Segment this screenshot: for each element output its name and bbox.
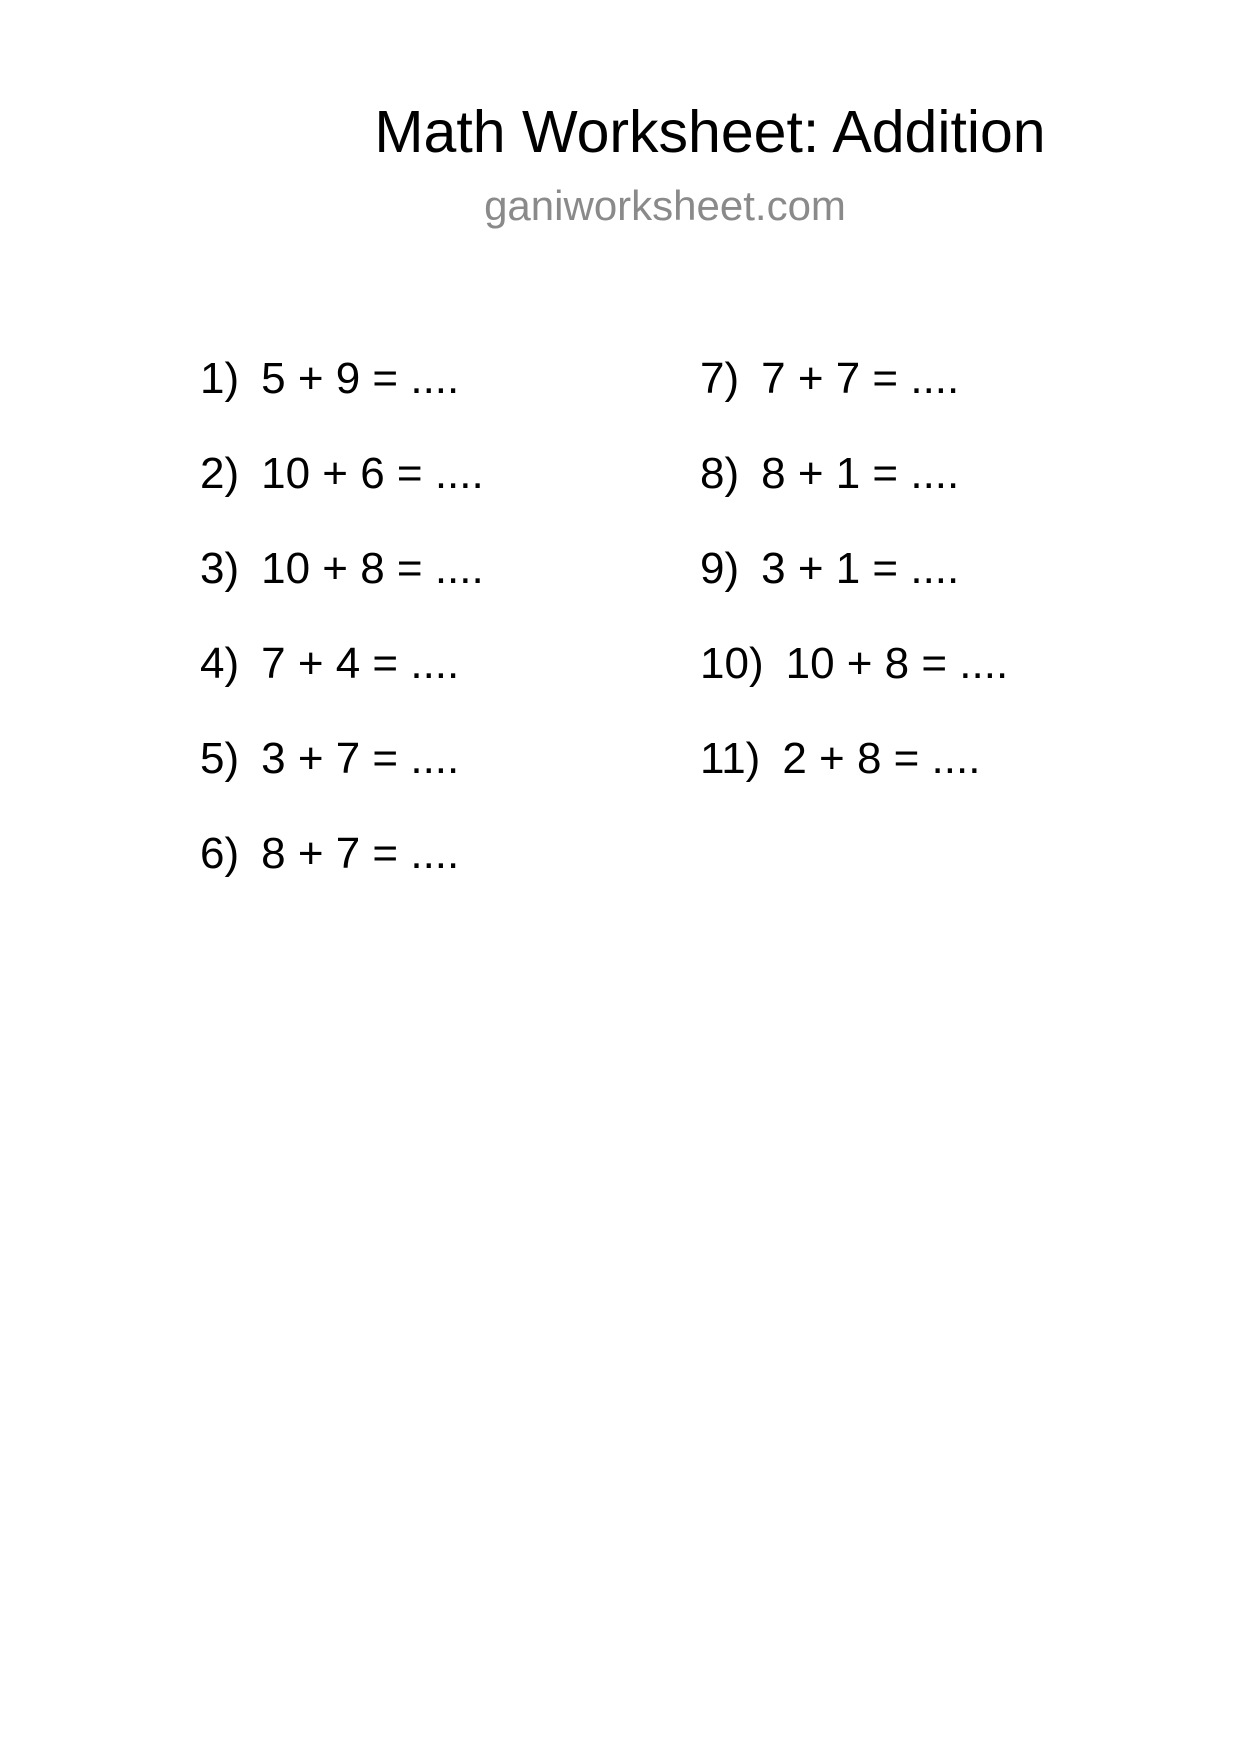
problem-expression: 7 + 4 = .... [261, 639, 460, 688]
problem-number: 8) [700, 449, 740, 498]
problem-number: 10) [700, 639, 764, 688]
problem-number: 3) [200, 544, 240, 593]
problem-number: 7) [700, 354, 740, 403]
problem-item [700, 352, 1008, 447]
problem-item [200, 352, 484, 447]
problem-column-left [200, 352, 484, 922]
problem-expression: 7 + 7 = .... [761, 354, 960, 403]
problem-expression: 5 + 9 = .... [261, 354, 460, 403]
problem-item [200, 637, 484, 732]
problem-item [200, 732, 484, 827]
problem-item [200, 447, 484, 542]
problem-expression: 10 + 6 = .... [261, 449, 484, 498]
worksheet-title: Math Worksheet: Addition [374, 99, 1046, 165]
problem-number: 2) [200, 449, 240, 498]
problem-number: 5) [200, 734, 240, 783]
problem-number: 11) [700, 734, 761, 783]
problem-number: 1) [200, 354, 240, 403]
problem-expression: 10 + 8 = .... [261, 544, 484, 593]
problem-number: 4) [200, 639, 240, 688]
problem-number: 6) [200, 829, 240, 878]
problem-item [200, 542, 484, 637]
problem-expression: 2 + 8 = .... [782, 734, 981, 783]
website-credit: ganiworksheet.com [484, 182, 846, 229]
problem-expression: 8 + 7 = .... [261, 829, 460, 878]
problem-column-right [700, 352, 1008, 827]
problem-item [700, 732, 1008, 827]
problem-number: 9) [700, 544, 740, 593]
problem-expression: 3 + 7 = .... [261, 734, 460, 783]
problem-item [700, 542, 1008, 637]
problem-expression: 8 + 1 = .... [761, 449, 960, 498]
problem-item [200, 827, 484, 922]
problem-expression: 3 + 1 = .... [761, 544, 960, 593]
problem-item [700, 447, 1008, 542]
problem-item [700, 637, 1008, 732]
problem-expression: 10 + 8 = .... [785, 639, 1009, 688]
